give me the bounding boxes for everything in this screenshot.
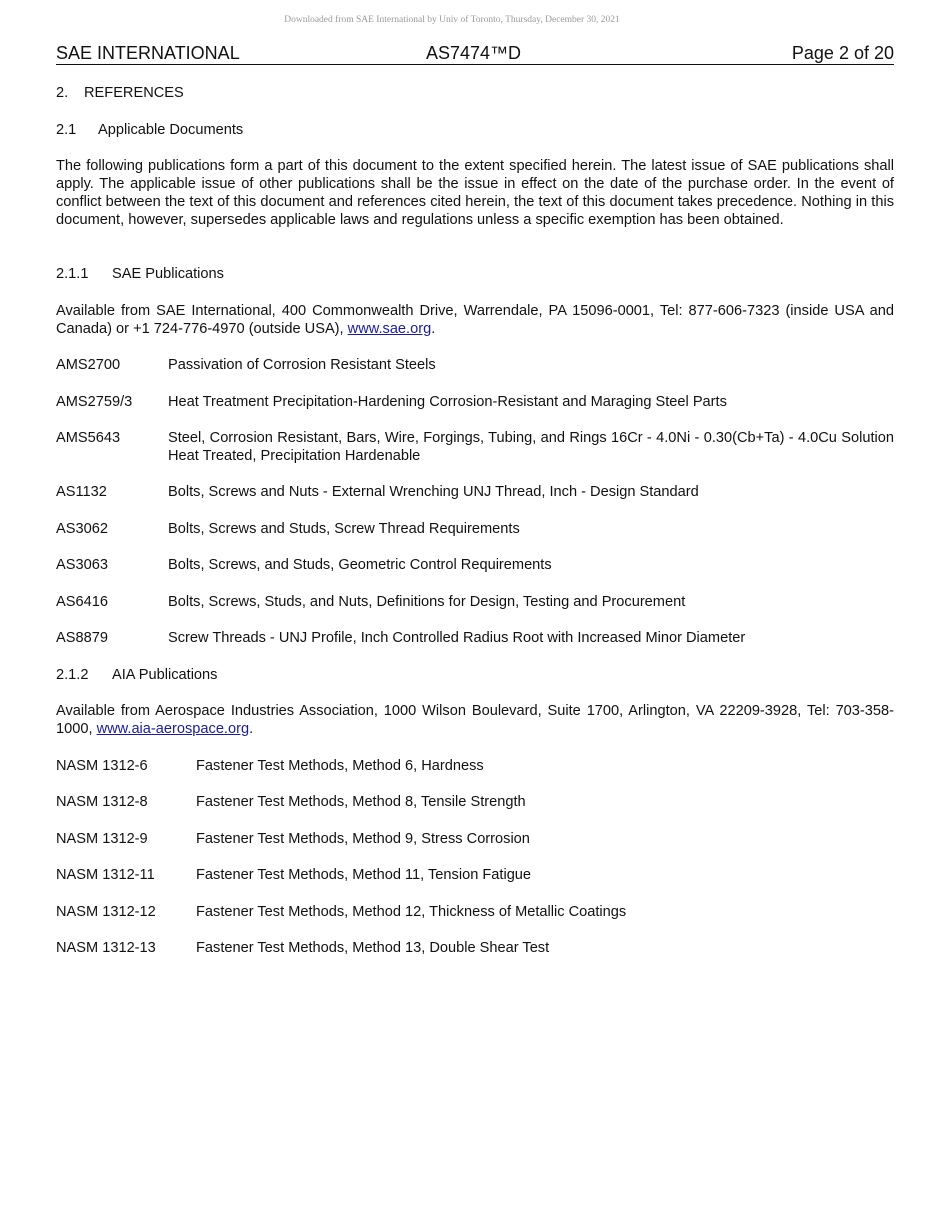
reference-title: Bolts, Screws and Studs, Screw Thread Requirements (168, 521, 520, 537)
section-2-1-1-title: SAE Publications (112, 266, 224, 282)
section-2-1-heading (56, 121, 894, 139)
reference-code: AS6416 (56, 594, 108, 610)
section-2-1-2-title: AIA Publications (112, 667, 218, 683)
reference-code: NASM 1312-13 (56, 940, 156, 956)
reference-row (56, 903, 894, 923)
sae-availability-period: . (431, 321, 436, 337)
reference-title: Bolts, Screws and Nuts - External Wrenching UNJ Thread, Inch - Design Standard (168, 484, 699, 500)
page-header (56, 43, 894, 65)
reference-row (56, 939, 894, 959)
reference-code: NASM 1312-8 (56, 794, 148, 810)
reference-title: Bolts, Screws, and Studs, Geometric Control Requirements (168, 557, 552, 573)
reference-code: AS1132 (56, 484, 107, 500)
reference-row (56, 393, 894, 413)
section-2-1-number: 2.1 (56, 122, 77, 138)
reference-code: AMS5643 (56, 430, 121, 446)
reference-code: AS3062 (56, 521, 108, 537)
reference-row (56, 629, 894, 649)
reference-row (56, 793, 894, 813)
reference-title: Screw Threads - UNJ Profile, Inch Controlled Radius Root with Increased Minor Diameter (168, 630, 746, 646)
reference-title: Bolts, Screws, Studs, and Nuts, Definitions for Design, Testing and Procurement (168, 594, 686, 610)
reference-title: Fastener Test Methods, Method 6, Hardness (196, 758, 484, 774)
reference-row (56, 830, 894, 850)
section-2-heading (56, 84, 894, 102)
reference-title: Fastener Test Methods, Method 8, Tensile Strength (196, 794, 526, 810)
section-2-1-paragraph: The following publications form a part of this document to the extent specified herein. The latest issue of SAE publications shall apply. The applicable issue of other publications shall be the issue in effect on the date of the purchase order. In the event of conflict between the text of this document and references cited herein, the text of this document takes precedence. Nothing in this document, however, supersedes applicable laws and regulations unless a specific exemption has been obtained. (56, 158, 894, 228)
section-2-1-title: Applicable Documents (98, 122, 244, 138)
reference-title: Fastener Test Methods, Method 9, Stress Corrosion (196, 831, 530, 847)
reference-code: AMS2759/3 (56, 394, 133, 410)
reference-code: AS3063 (56, 557, 108, 573)
reference-row (56, 429, 894, 467)
reference-row (56, 520, 894, 540)
section-2-1-2-heading (56, 666, 894, 684)
header-page-number: Page 2 of 20 (791, 43, 894, 63)
section-2-number: 2. (56, 85, 69, 101)
reference-row (56, 757, 894, 777)
header-org: SAE INTERNATIONAL (56, 43, 240, 63)
reference-code: AMS2700 (56, 357, 121, 373)
sae-availability-paragraph (56, 302, 894, 338)
aia-website-link[interactable]: www.aia-aerospace.org (96, 721, 250, 737)
download-watermark: Downloaded from SAE International by Univ of Toronto, Thursday, December 30, 2021 (284, 15, 620, 25)
reference-row (56, 356, 894, 376)
section-2-1-1-heading (56, 265, 894, 283)
sae-availability-text: Available from SAE International, 400 Commonwealth Drive, Warrendale, PA 15096-0001, Tel: 877-606-7323 (inside USA and Canada) or +1 724-776-4970 (outside USA), (56, 303, 894, 337)
reference-title: Heat Treatment Precipitation-Hardening Corrosion-Resistant and Maraging Steel Parts (168, 394, 727, 410)
reference-code: NASM 1312-12 (56, 904, 156, 920)
reference-row (56, 556, 894, 576)
aia-availability-paragraph (56, 702, 894, 738)
reference-title: Steel, Corrosion Resistant, Bars, Wire, Forgings, Tubing, and Rings 16Cr - 4.0Ni - 0.30(Cb+Ta) - 4.0Cu Solution Heat Treated, Precipitation Hardenable (168, 430, 894, 464)
reference-title: Fastener Test Methods, Method 13, Double Shear Test (196, 940, 550, 956)
reference-code: NASM 1312-9 (56, 831, 148, 847)
section-2-1-2-number: 2.1.2 (56, 667, 89, 683)
reference-title: Fastener Test Methods, Method 12, Thickness of Metallic Coatings (196, 904, 627, 920)
reference-row (56, 593, 894, 613)
reference-title: Fastener Test Methods, Method 11, Tension Fatigue (196, 867, 532, 883)
reference-code: AS8879 (56, 630, 108, 646)
aia-availability-text: Available from Aerospace Industries Association, 1000 Wilson Boulevard, Suite 1700, Arlington, VA 22209-3928, Tel: 703-358-1000, (56, 703, 894, 737)
aia-availability-period: . (249, 721, 254, 737)
reference-code: NASM 1312-11 (56, 867, 155, 883)
reference-row (56, 483, 894, 503)
sae-website-link[interactable]: www.sae.org (347, 321, 432, 337)
reference-title: Passivation of Corrosion Resistant Steels (168, 357, 436, 373)
section-2-title: REFERENCES (84, 85, 184, 101)
section-2-1-1-number: 2.1.1 (56, 266, 89, 282)
reference-row (56, 866, 894, 886)
header-doc-id: AS7474™D (426, 43, 522, 63)
reference-code: NASM 1312-6 (56, 758, 148, 774)
